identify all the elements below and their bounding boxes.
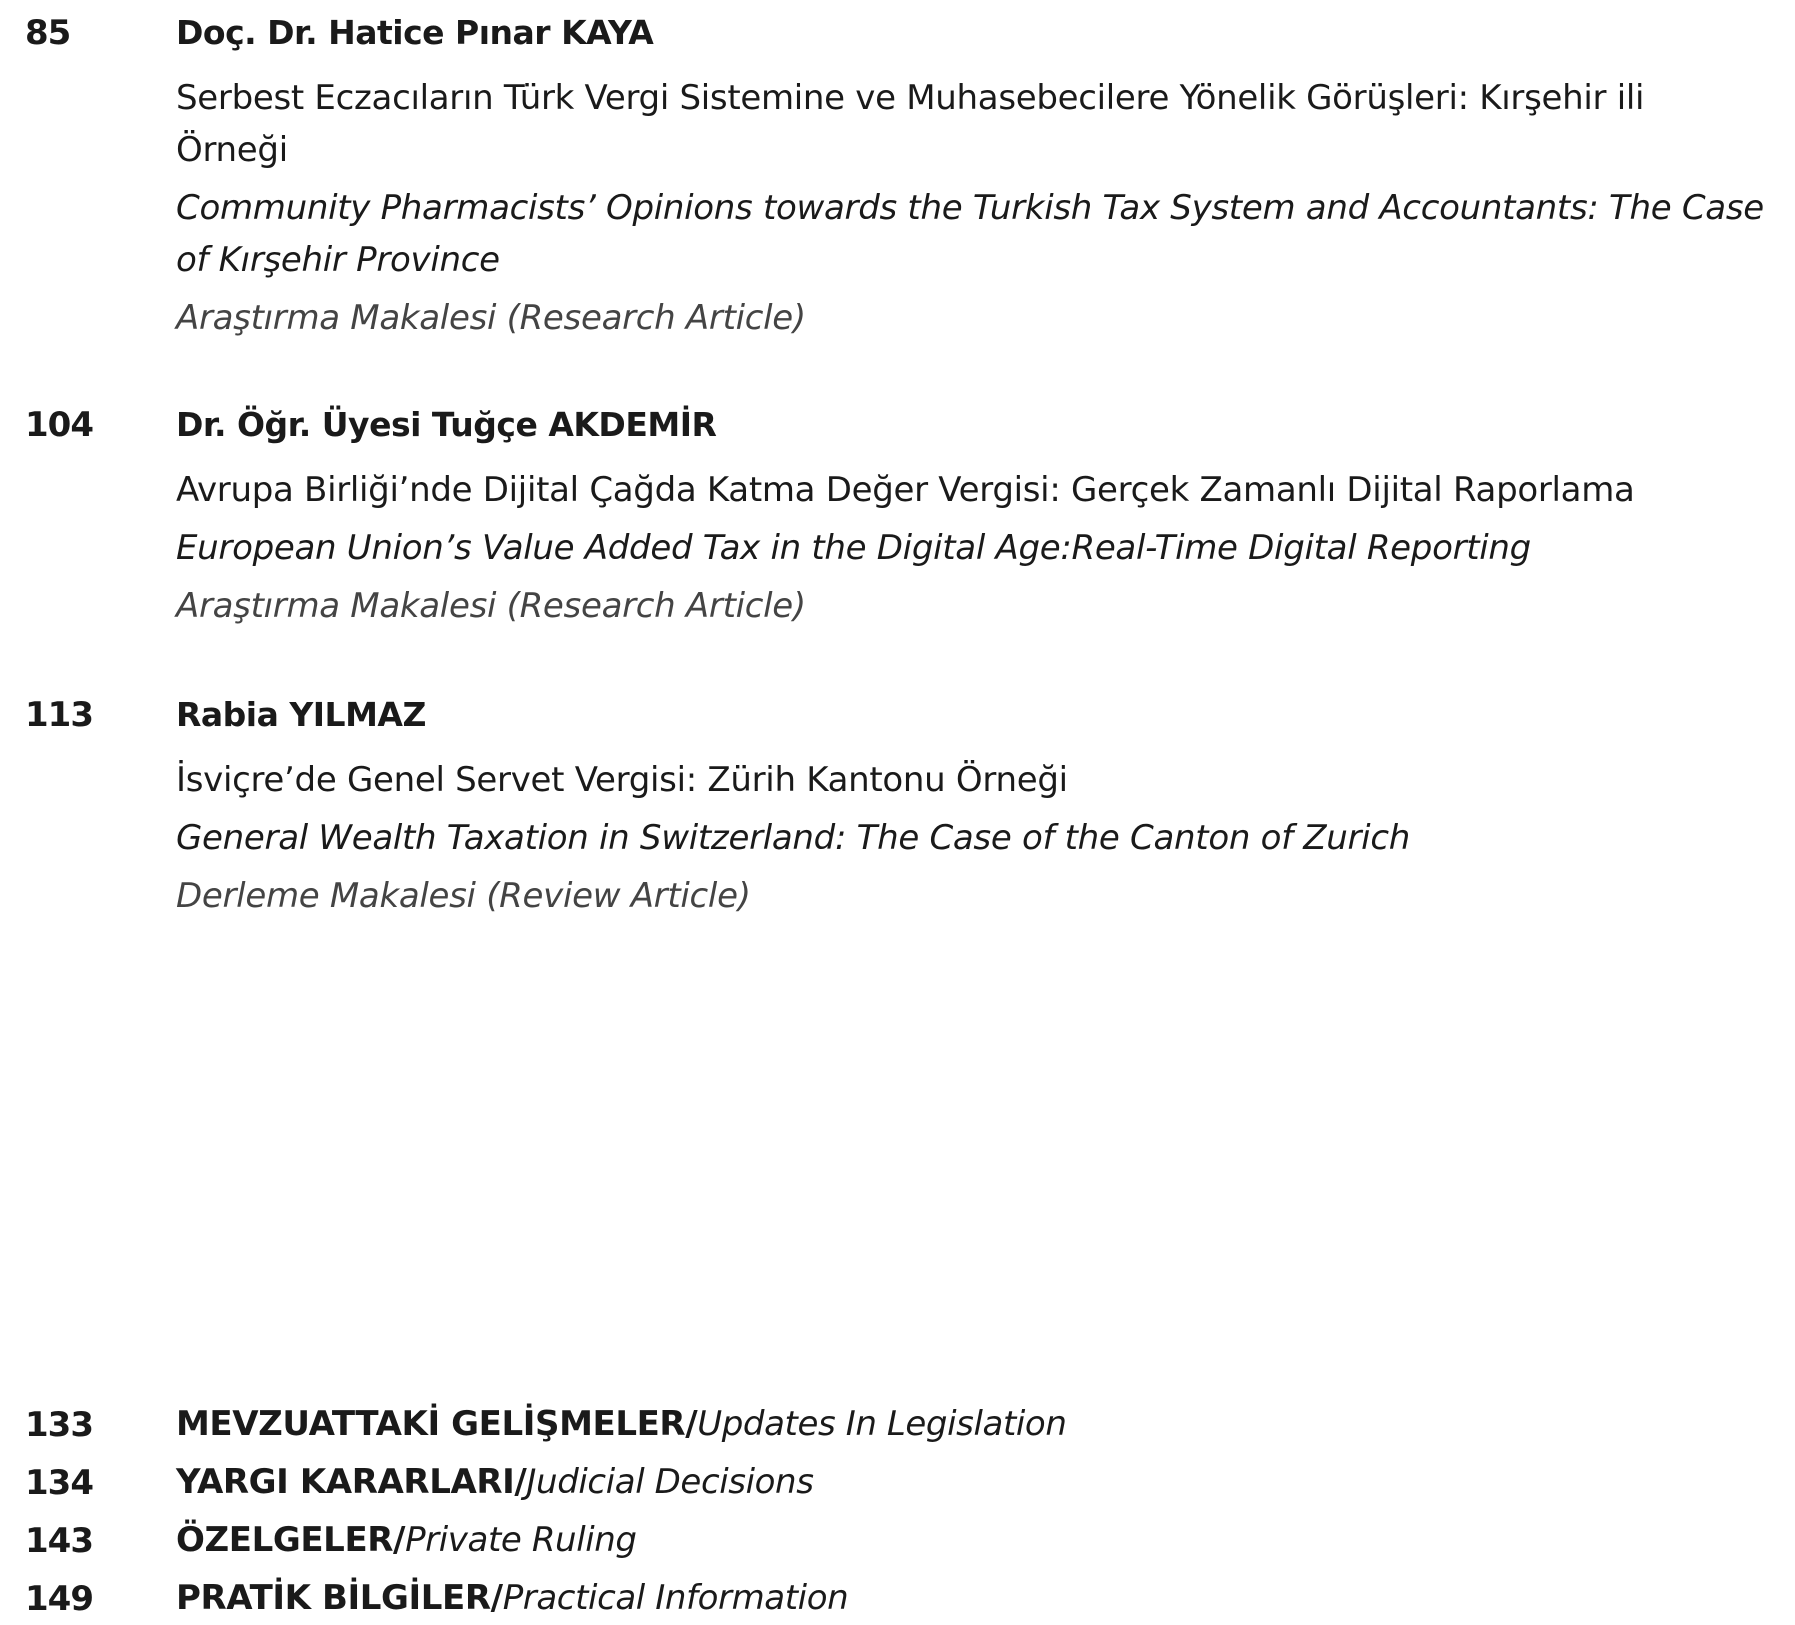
section-label-english: Updates In Legislation (697, 1404, 1067, 1444)
section-label-english: Private Ruling (405, 1520, 637, 1560)
toc-section (0, 1402, 1795, 1446)
page-number: 104 (25, 405, 93, 445)
section-label-turkish: ÖZELGELER/ (176, 1520, 406, 1560)
section-label (176, 1576, 848, 1620)
article-type: Derleme Makalesi (Review Article) (176, 876, 751, 916)
page-number: 143 (25, 1521, 93, 1561)
author-name: Rabia YILMAZ (176, 695, 426, 734)
article-type: Araştırma Makalesi (Research Article) (176, 298, 806, 338)
section-label-turkish: PRATİK BİLGİLER/ (176, 1578, 503, 1618)
toc-section (0, 1576, 1795, 1620)
section-label-english: Judicial Decisions (526, 1462, 814, 1502)
title-english: Community Pharmacists’ Opinions towards the Turkish Tax System and Accountants: The Case of Kırşehir Province (176, 188, 1764, 280)
section-label-turkish: YARGI KARARLARI/ (176, 1462, 527, 1502)
section-label-turkish: MEVZUATTAKİ GELİŞMELER/ (176, 1404, 698, 1444)
article-type: Araştırma Makalesi (Research Article) (176, 586, 806, 626)
toc-section (0, 1460, 1795, 1504)
page-number: 85 (25, 13, 71, 53)
author-name: Doç. Dr. Hatice Pınar KAYA (176, 13, 654, 52)
entry-content (176, 406, 1766, 632)
author-name: Dr. Öğr. Üyesi Tuğçe AKDEMİR (176, 405, 717, 444)
section-label (176, 1460, 814, 1504)
entry-content (176, 14, 1766, 344)
page-number: 149 (25, 1579, 93, 1619)
title-english: General Wealth Taxation in Switzerland: The Case of the Canton of Zurich (176, 818, 1410, 858)
title-turkish: İsviçre’de Genel Servet Vergisi: Zürih Kantonu Örneği (176, 760, 1068, 800)
section-label-english: Practical Information (502, 1578, 849, 1618)
title-english: European Union’s Value Added Tax in the Digital Age:Real-Time Digital Reporting (176, 528, 1531, 568)
page-number: 113 (25, 695, 93, 735)
toc-section (0, 1518, 1795, 1562)
title-turkish: Serbest Eczacıların Türk Vergi Sistemine ve Muhasebecilere Yönelik Görüşleri: Kırşehir ili Örneği (176, 78, 1645, 170)
title-turkish: Avrupa Birliği’nde Dijital Çağda Katma Değer Vergisi: Gerçek Zamanlı Dijital Raporlama (176, 470, 1635, 510)
page-number: 133 (25, 1405, 93, 1445)
section-label (176, 1402, 1067, 1446)
page-number: 134 (25, 1463, 93, 1503)
entry-content (176, 696, 1766, 922)
section-label (176, 1518, 637, 1562)
